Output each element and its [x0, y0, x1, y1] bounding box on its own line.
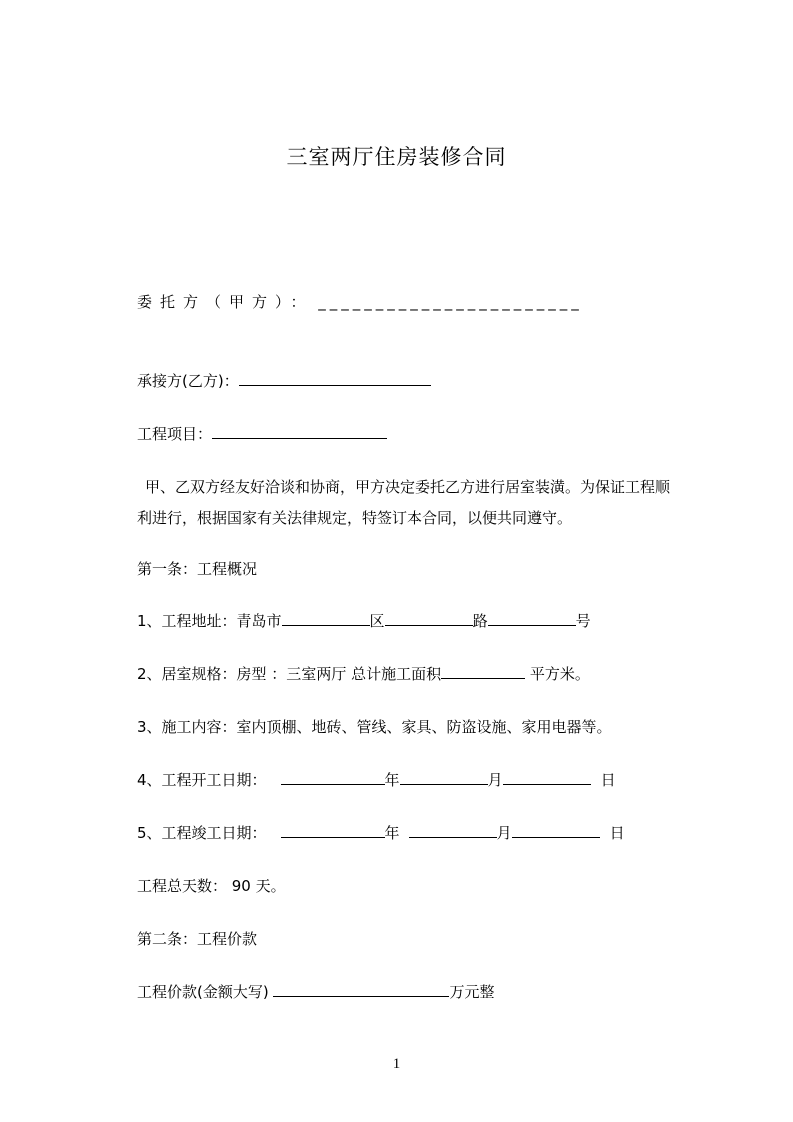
price-suffix: 万元整	[449, 983, 495, 1001]
price-blank	[273, 982, 449, 997]
end-day-label: 日	[609, 824, 625, 842]
start-date-prefix: 4、工程开工日期：	[137, 771, 267, 789]
intro-paragraph-line1	[137, 477, 670, 497]
road-blank	[385, 611, 473, 626]
start-year-blank	[281, 770, 385, 785]
start-day-blank	[503, 770, 591, 785]
end-month-label: 月	[496, 824, 512, 842]
address-line	[137, 611, 591, 631]
number-label: 号	[575, 612, 591, 630]
end-year-blank	[281, 823, 385, 838]
project-label: 工程项目：	[137, 425, 213, 443]
district-blank	[282, 611, 370, 626]
end-year-label: 年	[384, 824, 400, 842]
spec-line	[137, 664, 590, 684]
address-prefix: 1、工程地址：青岛市	[137, 612, 282, 630]
start-year-label: 年	[384, 771, 400, 789]
end-month-blank	[409, 823, 497, 838]
content-line: 3、施工内容：室内顶棚、地砖、管线、家具、防盗设施、家用电器等。	[137, 718, 612, 736]
article2-heading: 第二条：工程价款	[137, 930, 258, 948]
party-a-label: 委托方（甲方）：	[137, 293, 314, 311]
area-blank	[441, 664, 525, 679]
spec-suffix: 平方米。	[525, 665, 590, 683]
article1-heading: 第一条：工程概况	[137, 560, 258, 578]
party-a-line	[137, 292, 583, 312]
document-title: 三室两厅住房装修合同	[286, 145, 507, 169]
project-line	[137, 424, 387, 444]
total-days-line: 工程总天数： 90 天。	[137, 877, 286, 895]
price-prefix: 工程价款(金额大写)	[137, 983, 274, 1001]
end-date-prefix: 5、工程竣工日期：	[137, 824, 267, 842]
district-label: 区	[369, 612, 385, 630]
party-b-label: 承接方(乙方)：	[137, 372, 239, 390]
price-line	[137, 982, 495, 1002]
intro-line1: 甲、乙双方经友好洽谈和协商，甲方决定委托乙方进行居室装潢。为保证工程顺	[145, 478, 671, 496]
start-month-label: 月	[487, 771, 503, 789]
intro-line2: 利进行，根据国家有关法律规定，特签订本合同，以便共同遵守。	[137, 509, 573, 527]
party-a-blank: _______________________	[318, 293, 583, 311]
intro-paragraph-line2	[137, 508, 572, 528]
start-day-label: 日	[600, 771, 616, 789]
page-number: 1	[392, 1056, 401, 1072]
road-label: 路	[472, 612, 488, 630]
end-date-line	[137, 823, 625, 843]
end-day-blank	[512, 823, 600, 838]
number-blank	[488, 611, 576, 626]
spec-prefix: 2、居室规格：房型 ：三室两厅 总计施工面积	[137, 665, 442, 683]
party-b-blank	[239, 371, 431, 386]
start-date-line	[137, 770, 616, 790]
party-b-line	[137, 371, 431, 391]
start-month-blank	[400, 770, 488, 785]
project-blank	[212, 424, 387, 439]
